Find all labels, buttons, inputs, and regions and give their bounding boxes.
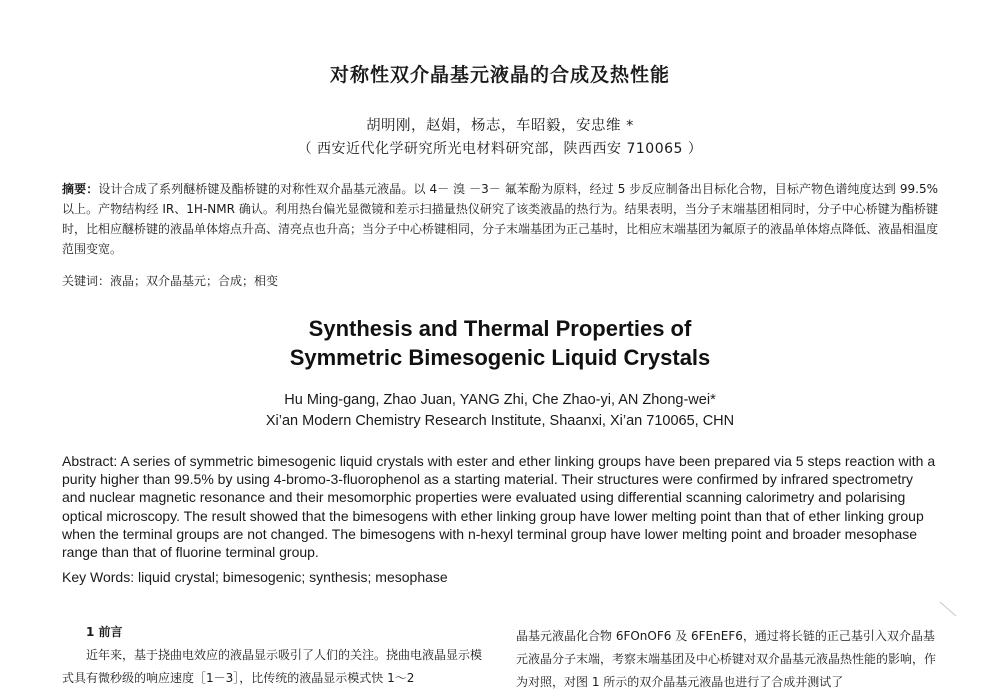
right-column-paragraph: 晶基元液晶化合物 6FOnOF6 及 6FEnEF6，通过将长链的正己基引入双介晶基元液晶分子末端，考察末端基团及中心桥键对双介晶基元液晶热性能的影响，作为对照，对图 1 所示的双介晶基元液晶也进行了合成并测试了: [516, 629, 937, 689]
left-column-paragraph: 近年来，基于挠曲电效应的液晶显示吸引了人们的关注。挠曲电液晶显示模式具有微秒级的响应速度［1－3］，比传统的液晶显示模式快 1～2: [62, 648, 483, 685]
english-keywords: Key Words: liquid crystal; bimesogenic; synthesis; mesophase: [62, 569, 448, 585]
english-title: [0, 314, 1000, 372]
chinese-authors: 胡明刚，赵娟，杨志，车昭毅，安忠维 *: [366, 118, 634, 134]
chinese-abstract-text: 设计合成了系列醚桥键及酯桥键的对称性双介晶基元液晶。以 4－ 溴 －3－ 氟苯酚为原料，经过 5 步反应制备出目标化合物，目标产物色谱纯度达到 99.5% 以上。产物结构经 IR、1H-NMR 确认。利用热台偏光显微镜和差示扫描量热仪研究了该类液晶的热行为。结果表明，当分子末端基团相同时，分子中心桥键为酯桥键时，比相应醚桥键的液晶单体熔点升高、清亮点也升高；当分子中心桥键相同，分子末端基团为正己基时，比相应末端基团为氟原子的液晶单体熔点降低、液晶相温度范围变宽。: [62, 182, 939, 256]
chinese-keywords: 关键词：液晶；双介晶基元；合成；相变: [62, 274, 279, 288]
scan-artifact-icon: [920, 600, 960, 620]
body-right-column: [516, 625, 940, 694]
english-affiliation: Xi’an Modern Chemistry Research Institute, Shaanxi, Xi’an 710065, CHN: [265, 413, 735, 429]
english-title-line-1: Synthesis and Thermal Properties of: [308, 316, 692, 341]
body-left-column: [62, 621, 486, 690]
english-abstract: Abstract: A series of symmetric bimesogenic liquid crystals with ester and ether linking groups have been prepared via 5 steps reaction with a purity higher than 99.5% by using 4-bromo-3-fluorophenol as a starting material. Their structures were confirmed by infrared spectrometry and nuclear magnetic resonance and their mesomorphic properties were evaluated using differential scanning calorimetry and polarising optical microscopy. The result showed that the bimesogens with ether linking group have lower melting point than that of ether linking group when the terminal groups are not changed. The bimesogens with n-hexyl terminal group have lower melting point and broader mesophase range than that of fluorine terminal group.: [62, 453, 936, 561]
chinese-abstract: [62, 179, 938, 259]
english-title-line-2: Symmetric Bimesogenic Liquid Crystals: [289, 345, 711, 370]
chinese-affiliation: （ 西安近代化学研究所光电材料研究部，陕西西安 710065 ）: [297, 141, 703, 157]
scan-edge-mark: [920, 600, 960, 620]
chinese-abstract-label: 摘要：: [62, 182, 99, 196]
english-authors: Hu Ming-gang, Zhao Juan, YANG Zhi, Che Zhao-yi, AN Zhong-wei*: [284, 392, 716, 408]
chinese-title: 对称性双介晶基元液晶的合成及热性能: [329, 64, 670, 86]
section-heading-introduction: 1 前言: [86, 625, 123, 639]
